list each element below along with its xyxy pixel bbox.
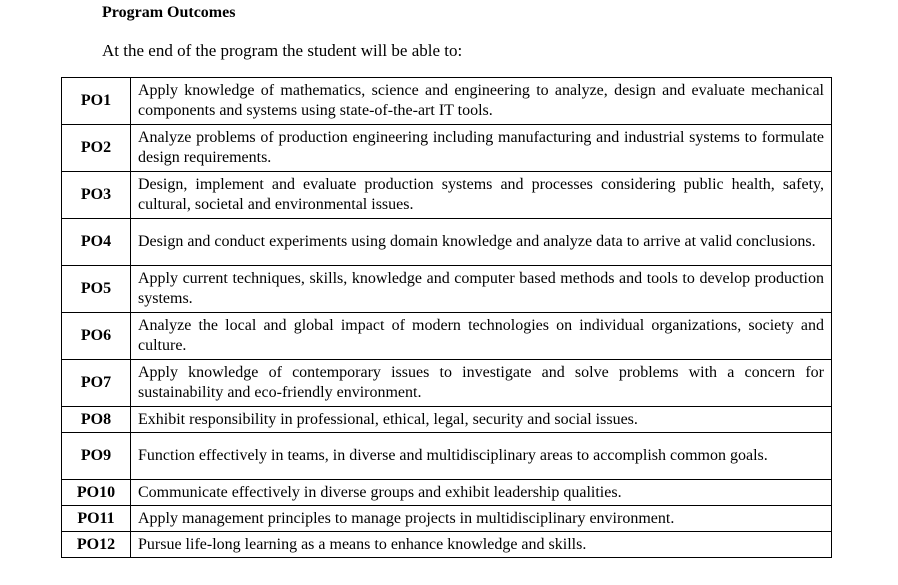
outcome-description: Pursue life-long learning as a means to enhance knowledge and skills. [131, 532, 832, 558]
outcome-description: Apply current techniques, skills, knowledge and computer based methods and tools to develop production systems. [131, 266, 832, 313]
outcome-description: Analyze problems of production engineering including manufacturing and industrial systems to formulate design requirements. [131, 125, 832, 172]
outcome-code: PO4 [62, 219, 131, 266]
outcome-description: Design, implement and evaluate production systems and processes considering public health, safety, cultural, societal and environmental issues. [131, 172, 832, 219]
outcome-code: PO2 [62, 125, 131, 172]
outcome-row [62, 313, 832, 360]
outcome-code: PO5 [62, 266, 131, 313]
section-heading: Program Outcomes [102, 4, 236, 21]
intro-text: At the end of the program the student will be able to: [102, 41, 463, 60]
outcome-row [62, 172, 832, 219]
outcome-description: Apply knowledge of mathematics, science and engineering to analyze, design and evaluate mechanical components and systems using state-of-the-art IT tools. [131, 78, 832, 125]
outcome-row [62, 407, 832, 433]
outcome-description: Apply management principles to manage projects in multidisciplinary environment. [131, 506, 832, 532]
outcome-row [62, 433, 832, 480]
outcome-row [62, 266, 832, 313]
outcome-code: PO10 [62, 480, 131, 506]
outcome-code: PO8 [62, 407, 131, 433]
outcome-code: PO3 [62, 172, 131, 219]
outcome-description: Function effectively in teams, in diverse and multidisciplinary areas to accomplish common goals. [131, 433, 832, 480]
outcome-row [62, 78, 832, 125]
outcome-row [62, 532, 832, 558]
outcome-description: Design and conduct experiments using domain knowledge and analyze data to arrive at valid conclusions. [131, 219, 832, 266]
outcome-description: Analyze the local and global impact of modern technologies on individual organizations, society and culture. [131, 313, 832, 360]
outcome-row [62, 125, 832, 172]
outcome-code: PO11 [62, 506, 131, 532]
outcome-row [62, 480, 832, 506]
outcome-code: PO7 [62, 360, 131, 407]
outcome-code: PO9 [62, 433, 131, 480]
outcome-row [62, 506, 832, 532]
outcome-description: Communicate effectively in diverse groups and exhibit leadership qualities. [131, 480, 832, 506]
outcome-code: PO6 [62, 313, 131, 360]
outcome-row [62, 360, 832, 407]
outcome-description: Apply knowledge of contemporary issues to investigate and solve problems with a concern for sustainability and eco-friendly environment. [131, 360, 832, 407]
outcome-row [62, 219, 832, 266]
program-outcomes-table [61, 77, 832, 558]
outcome-code: PO12 [62, 532, 131, 558]
outcome-description: Exhibit responsibility in professional, ethical, legal, security and social issues. [131, 407, 832, 433]
outcome-code: PO1 [62, 78, 131, 125]
